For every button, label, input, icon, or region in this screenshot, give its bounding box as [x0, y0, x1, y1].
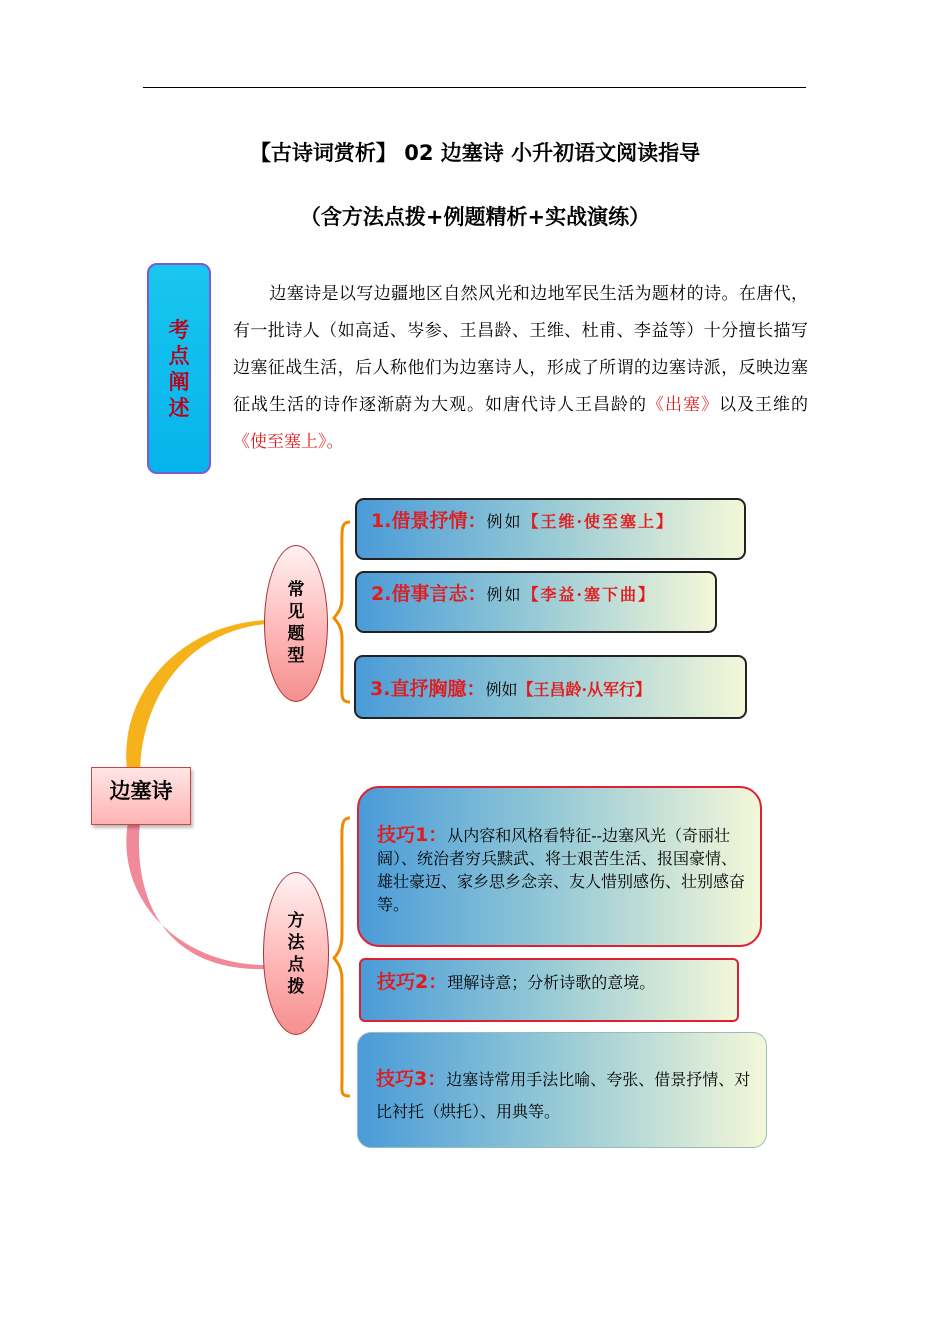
branch1-bracket: [334, 522, 350, 702]
branch2-bracket: [334, 818, 350, 1096]
type-card-2: 2.借事言志：例如【李益·塞下曲】: [355, 571, 717, 633]
type-card-1: 1.借景抒情：例如【王维·使至塞上】: [355, 498, 746, 560]
page-subtitle: （含方法点拨+例题精析+实战演练）: [299, 205, 651, 229]
root-to-branch1-curve: [126, 620, 266, 776]
page-title: 【古诗词赏析】 02 边塞诗 小升初语文阅读指导: [249, 141, 701, 165]
tip-card-2: 技巧2：理解诗意；分析诗歌的意境。: [359, 958, 739, 1022]
mindmap-root: 边塞诗: [91, 767, 191, 825]
tip-card-1: 技巧1：从内容和风格看特征--边塞风光（奇丽壮阔）、统治者穷兵黩武、将士艰苦生活、报国豪情、雄壮豪迈、家乡思乡念亲、友人惜别感伤、壮别感奋等。: [357, 786, 762, 947]
poem-shizhisaishang: 《使至塞上》。: [233, 432, 344, 452]
branch-common-types-label: 常 见 题 型: [287, 580, 305, 666]
kaodian-label: 考 点 阐 述: [168, 318, 190, 420]
branch-method-tips-label: 方 法 点 拨: [287, 911, 305, 997]
tip-card-3: 技巧3：边塞诗常用手法比喻、夸张、借景抒情、对比衬托（烘托）、用典等。: [357, 1032, 767, 1148]
poem-chusai: 《出塞》: [647, 395, 719, 415]
type-card-3: 3.直抒胸臆：例如【王昌龄·从军行】: [354, 655, 747, 719]
kaodian-description: 边塞诗是以写边疆地区自然风光和边地军民生活为题材的诗。在唐代，有一批诗人（如高适、岑参、王昌龄、王维、杜甫、李益等）十分擅长描写边塞征战生活，后人称他们为边塞诗人，形成了所谓的边塞诗派，反映边塞征战生活的诗作逐渐蔚为大观。如唐代诗人王昌龄的《出塞》以及王维的《使至塞上》。: [233, 284, 808, 452]
branch-method-tips: [263, 872, 329, 1035]
branch-common-types: [264, 545, 328, 702]
root-to-branch2-curve: [126, 822, 266, 969]
